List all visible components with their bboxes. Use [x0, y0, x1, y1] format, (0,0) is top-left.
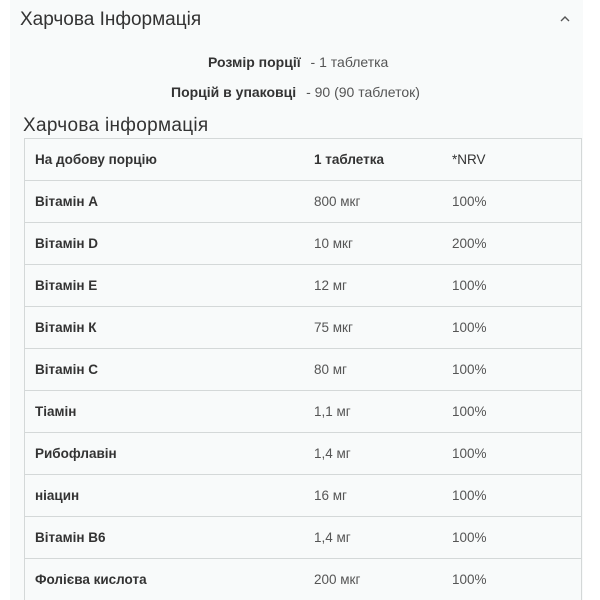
nrv-cell: 100% [452, 446, 487, 461]
amount-cell: 800 мкг [314, 194, 361, 209]
nutrition-table [24, 138, 582, 600]
amount-cell: 200 мкг [314, 572, 361, 587]
nrv-cell: 100% [452, 362, 487, 377]
servings-per-container-label: Порцій в упаковці [171, 84, 297, 100]
serving-size-row [208, 54, 388, 74]
serving-size-label: Розмір порції [208, 54, 301, 70]
nutrition-panel [10, 0, 583, 600]
servings-per-container-value: - 90 (90 таблеток) [306, 84, 420, 100]
amount-cell: 10 мкг [314, 236, 353, 251]
table-row [25, 307, 581, 349]
table-row [25, 391, 581, 433]
nrv-cell: 200% [452, 236, 487, 251]
amount-cell: 12 мг [314, 278, 347, 293]
table-row [25, 475, 581, 517]
section-title: Харчова інформація [23, 115, 209, 136]
nutrient-name: Вітамін С [35, 362, 99, 377]
nutrient-name: Вітамін В6 [35, 530, 106, 545]
table-row [25, 433, 581, 475]
nrv-cell: 100% [452, 278, 487, 293]
nrv-cell: 100% [452, 530, 487, 545]
chevron-up-icon[interactable] [555, 9, 575, 29]
header-cell: *NRV [452, 152, 486, 167]
nutrient-name: Вітамін Е [35, 278, 98, 293]
header-cell: 1 таблетка [314, 152, 384, 167]
table-row [25, 517, 581, 559]
nrv-cell: 100% [452, 488, 487, 503]
nrv-cell: 100% [452, 194, 487, 209]
amount-cell: 1,4 мг [314, 446, 351, 461]
amount-cell: 1,1 мг [314, 404, 351, 419]
accordion-title: Харчова Інформація [20, 9, 202, 30]
nutrient-name: Рибофлавін [35, 446, 117, 461]
table-row [25, 223, 581, 265]
amount-cell: 75 мкг [314, 320, 353, 335]
amount-cell: 80 мг [314, 362, 347, 377]
nutrient-name: Вітамін А [35, 194, 99, 209]
nrv-cell: 100% [452, 572, 487, 587]
accordion-header[interactable] [10, 0, 583, 44]
serving-size-value: - 1 таблетка [310, 54, 389, 70]
header-cell: На добову порцію [35, 152, 157, 167]
amount-cell: 16 мг [314, 488, 347, 503]
nutrient-name: Вітамін К [35, 320, 97, 335]
nrv-cell: 100% [452, 404, 487, 419]
nutrient-name: Фолієва кислота [35, 572, 147, 587]
table-row [25, 181, 581, 223]
table-row [25, 349, 581, 391]
amount-cell: 1,4 мг [314, 530, 351, 545]
table-row [25, 265, 581, 307]
nutrient-name: Тіамін [35, 404, 77, 419]
nutrient-name: ніацин [35, 488, 80, 503]
table-row [25, 559, 581, 600]
nutrient-name: Вітамін D [35, 236, 99, 251]
nrv-cell: 100% [452, 320, 487, 335]
table-header-row [25, 139, 581, 181]
servings-per-container-row [171, 84, 420, 104]
